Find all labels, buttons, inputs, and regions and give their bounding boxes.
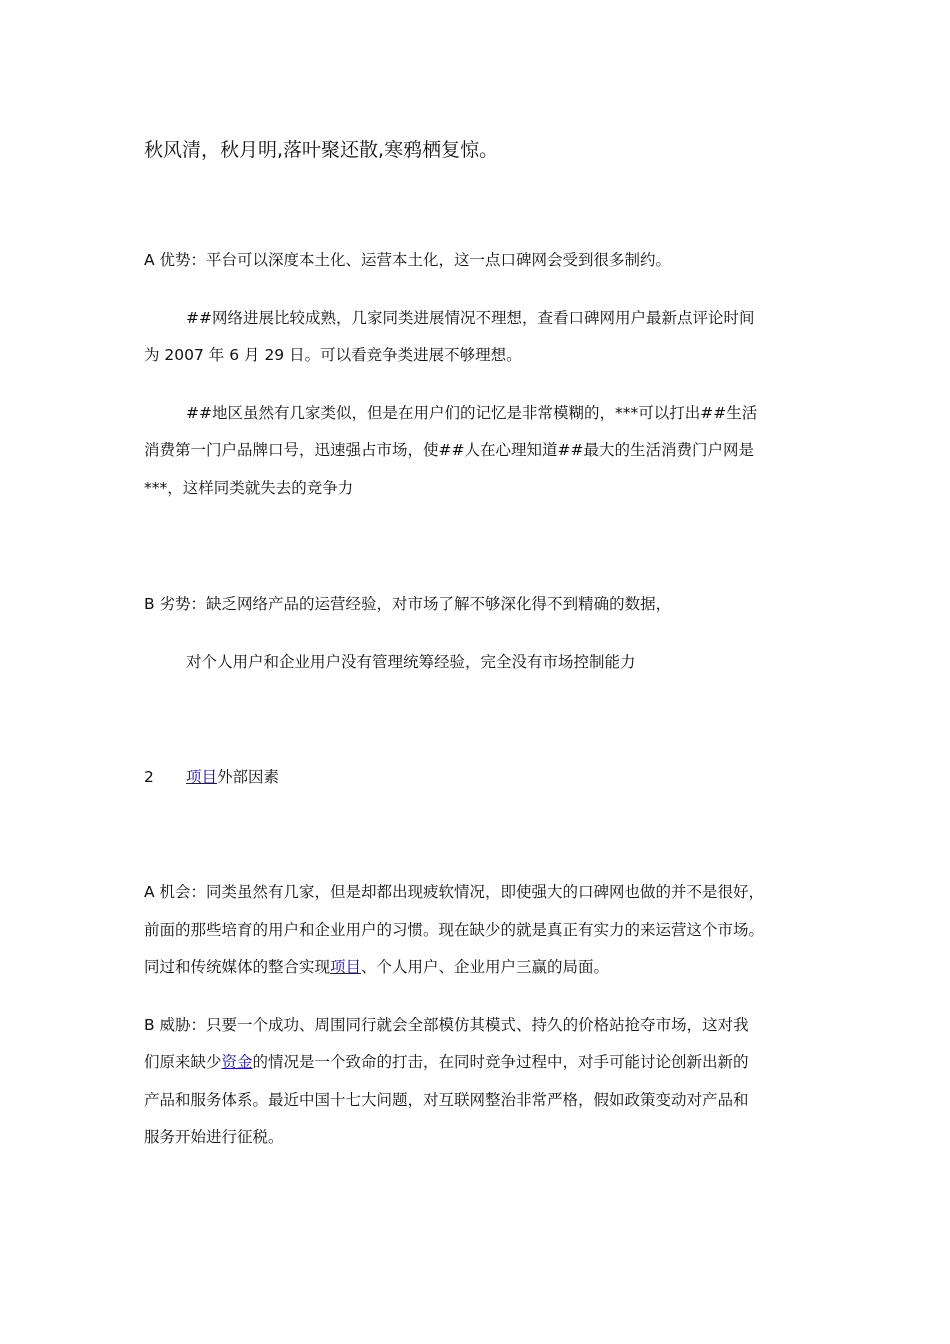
threats-line-1: B 威胁：只要一个成功、周围同行就会全部模仿其模式、持久的价格站抢夺市场，这对我 [144, 1016, 749, 1034]
opportunities-text-before: 同过和传统媒体的整合实现 [144, 958, 331, 976]
funds-link[interactable]: 资金 [221, 1053, 253, 1071]
section-title-rest: 外部因素 [217, 768, 280, 786]
threats-line-3: 产品和服务体系。最近中国十七大问题，对互联网整治非常严格，假如政策变动对产品和 [144, 1091, 749, 1109]
strengths-paragraph-2-line-3: ***，这样同类就失去的竞争力 [144, 479, 354, 497]
strengths-paragraph-2-line-2: 消费第一门户品牌口号，迅速强占市场，使##人在心理知道##最大的生活消费门户网是 [144, 441, 754, 459]
strengths-paragraph-1-line-1: ##网络进展比较成熟，几家同类进展情况不理想，查看口碑网用户最新点评论时间 [186, 309, 755, 327]
opportunities-line-3 [144, 955, 609, 979]
threats-text-before: 们原来缺少 [144, 1053, 222, 1071]
weaknesses-heading: B 劣势：缺乏网络产品的运营经验，对市场了解不够深化得不到精确的数据， [144, 595, 672, 613]
poem-line: 秋风清，秋月明,落叶聚还散,寒鸦栖复惊。 [144, 139, 499, 161]
section-2-heading [144, 765, 279, 789]
project-link[interactable]: 项目 [186, 768, 218, 786]
weaknesses-line-2: 对个人用户和企业用户没有管理统筹经验，完全没有市场控制能力 [186, 653, 636, 671]
section-number: 2 [144, 768, 154, 786]
strengths-heading: A 优势：平台可以深度本土化、运营本土化，这一点口碑网会受到很多制约。 [144, 251, 672, 269]
threats-line-4: 服务开始进行征税。 [144, 1128, 284, 1146]
strengths-paragraph-1-line-2: 为 2007 年 6 月 29 日。可以看竞争类进展不够理想。 [144, 346, 522, 364]
threats-text-after: 的情况是一个致命的打击，在同时竞争过程中，对手可能讨论创新出新的 [252, 1053, 749, 1071]
opportunities-line-1: A 机会：同类虽然有几家，但是却都出现疲软情况，即使强大的口碑网也做的并不是很好， [144, 883, 765, 901]
threats-line-2 [144, 1050, 749, 1074]
strengths-paragraph-2-line-1: ##地区虽然有几家类似，但是在用户们的记忆是非常模糊的，***可以打出##生活 [186, 404, 758, 422]
opportunities-line-2: 前面的那些培育的用户和企业用户的习惯。现在缺少的就是真正有实力的来运营这个市场。 [144, 921, 765, 939]
opportunities-text-after: 、个人用户、企业用户三赢的局面。 [361, 958, 610, 976]
project-link-2[interactable]: 项目 [330, 958, 362, 976]
